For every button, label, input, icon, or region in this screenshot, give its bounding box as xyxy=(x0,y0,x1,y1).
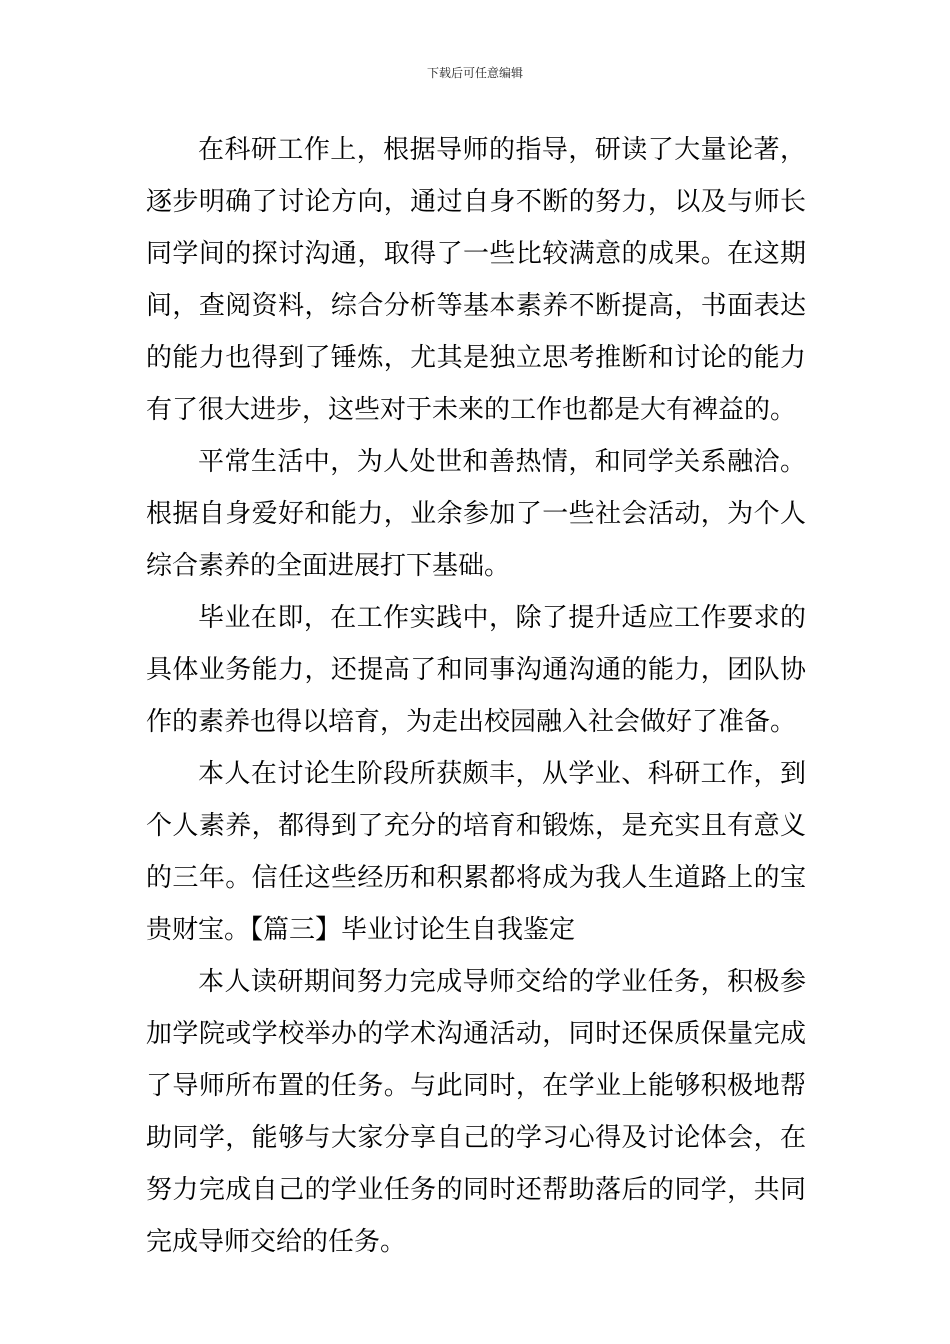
paragraph-graduation: 毕业在即，在工作实践中，除了提升适应工作要求的具体业务能力，还提高了和同事沟通沟通的能力，团队协作的素养也得以培育，为走出校园融入社会做好了准备。 xyxy=(146,603,806,737)
paragraph-study-period: 本人读研期间努力完成导师交给的学业任务，积极参加学院或学校举办的学术沟通活动，同时还保质保量完成了导师所布置的任务。与此同时，在学业上能够积极地帮助同学，能够与大家分享自己的学习心得及讨论体会，在努力完成自己的学业任务的同时还帮助落后的同学，共同完成导师交给的任务。 xyxy=(146,967,806,1257)
paragraph-summary: 本人在讨论生阶段所获颇丰，从学业、科研工作，到个人素养，都得到了充分的培育和锻炼，是充实且有意义的三年。信任这些经历和积累都将成为我人生道路上的宝贵财宝。【篇三】毕业讨论生自我鉴定 xyxy=(146,759,806,945)
paragraph-daily-life: 平常生活中，为人处世和善热情，和同学关系融洽。根据自身爱好和能力，业余参加了一些社会活动，为个人综合素养的全面进展打下基础。 xyxy=(146,447,806,581)
document-body xyxy=(146,124,806,1268)
paragraph-research: 在科研工作上，根据导师的指导，研读了大量论著，逐步明确了讨论方向，通过自身不断的努力，以及与师长同学间的探讨沟通，取得了一些比较满意的成果。在这期间，查阅资料，综合分析等基本素养不断提高，书面表达的能力也得到了锤炼，尤其是独立思考推断和讨论的能力有了很大进步，这些对于未来的工作也都是大有裨益的。 xyxy=(146,135,806,425)
page-header: 下载后可任意编辑 xyxy=(426,66,523,80)
